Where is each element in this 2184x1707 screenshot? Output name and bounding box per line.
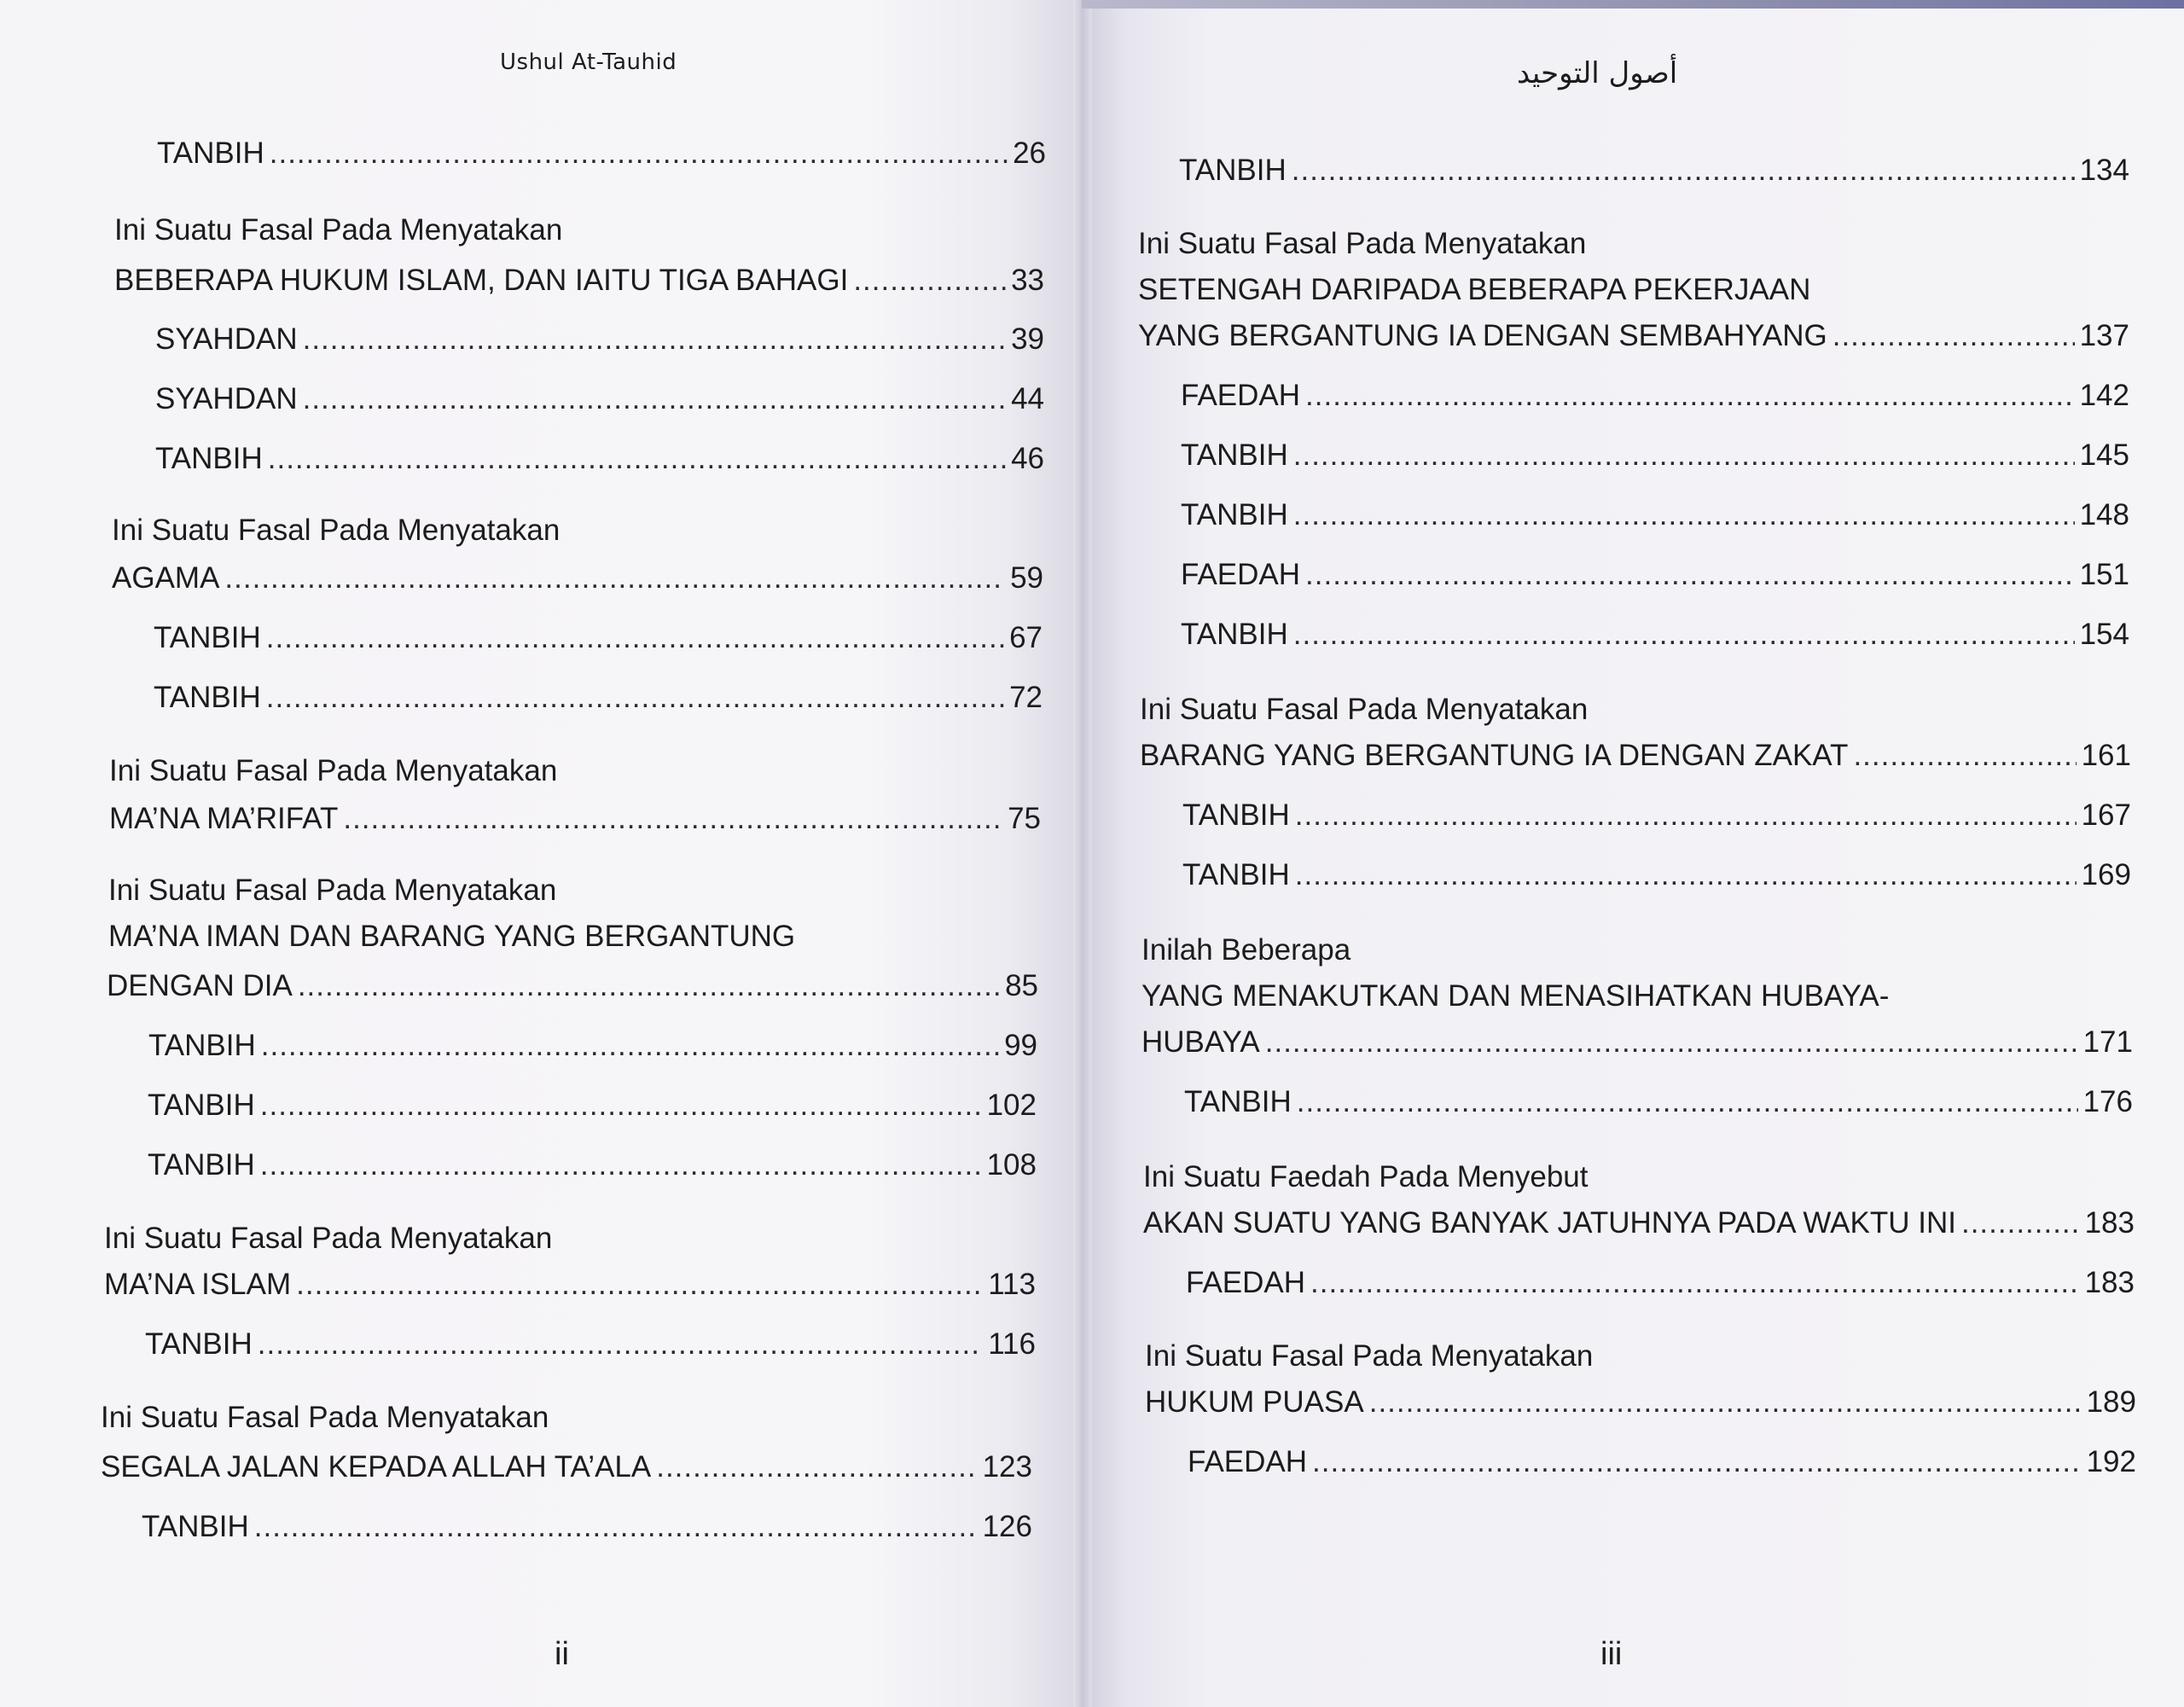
- toc-entry-title: Inilah Beberapa: [1141, 933, 1351, 967]
- toc-entry-page: 113: [988, 1268, 1036, 1301]
- toc-leader-dots: [260, 1147, 982, 1184]
- toc-entry: [107, 967, 1038, 1005]
- toc-section-heading: [1138, 225, 2128, 263]
- toc-leader-dots: [260, 1087, 982, 1124]
- toc-entry-title: TANBIH: [157, 136, 264, 170]
- toc-leader-dots: [303, 321, 1006, 358]
- toc-section-heading: [1141, 932, 2131, 969]
- toc-leader-dots: [224, 560, 1005, 597]
- toc-entry: [1181, 496, 2129, 534]
- toc-entry-title: BARANG YANG BERGANTUNG IA DENGAN ZAKAT: [1140, 739, 1849, 772]
- toc-entry-page: 102: [986, 1089, 1037, 1122]
- toc-entry: [1145, 1384, 2136, 1421]
- toc-section-heading: [101, 1399, 1031, 1437]
- page-top-edge: [1082, 0, 2184, 9]
- toc-entry: [148, 1147, 1037, 1184]
- folio-right: iii: [1600, 1636, 1623, 1672]
- toc-entry-title: TANBIH: [1184, 1085, 1292, 1118]
- toc-leader-dots: [1305, 556, 2075, 594]
- toc-entry-page: 189: [2086, 1385, 2136, 1419]
- toc-entry-title: Ini Suatu Fasal Pada Menyatakan: [1145, 1339, 1594, 1373]
- toc-entry-title: Ini Suatu Fasal Pada Menyatakan: [101, 1401, 549, 1434]
- toc-leader-dots: [254, 1508, 978, 1546]
- toc-entry-title: FAEDAH: [1188, 1445, 1308, 1478]
- toc-entry-title: MA’NA MA’RIFAT: [109, 802, 339, 835]
- toc-entry: [114, 262, 1044, 299]
- toc-entry: [157, 135, 1046, 172]
- toc-entry-title: FAEDAH: [1181, 379, 1301, 412]
- toc-entry-title: TANBIH: [142, 1510, 249, 1543]
- toc-entry-page: 99: [1004, 1029, 1037, 1062]
- toc-section-heading: [108, 872, 1038, 909]
- toc-entry-page: 75: [1008, 802, 1041, 835]
- toc-entry-page: 171: [2082, 1025, 2133, 1059]
- toc-leader-dots: [266, 619, 1004, 657]
- toc-entry: [1182, 856, 2131, 894]
- toc-leader-dots: [343, 800, 1002, 838]
- toc-section-heading: [1141, 978, 2131, 1015]
- running-head-right: أصول التوحيد: [1517, 56, 1678, 90]
- toc-entry-title: SYAHDAN: [155, 322, 298, 356]
- toc-entry: [1184, 1083, 2133, 1121]
- toc-entry: [1143, 1205, 2135, 1242]
- toc-leader-dots: [1295, 797, 2077, 834]
- toc-entry: [1181, 437, 2129, 474]
- toc-leader-dots: [1310, 1264, 2080, 1302]
- toc-entry: [155, 440, 1044, 478]
- toc-entry-page: 176: [2082, 1085, 2133, 1118]
- toc-entry-page: 192: [2086, 1445, 2136, 1478]
- toc-entry: [109, 800, 1041, 838]
- toc-leader-dots: [1833, 317, 2075, 355]
- toc-entry-title: Ini Suatu Fasal Pada Menyatakan: [1140, 693, 1589, 726]
- toc-entry-title: TANBIH: [154, 621, 261, 654]
- toc-entry-page: 167: [2081, 798, 2131, 832]
- toc-entry-title: TANBIH: [1179, 154, 1287, 187]
- toc-entry-page: 46: [1011, 442, 1044, 475]
- toc-entry-title: Ini Suatu Fasal Pada Menyatakan: [114, 213, 563, 247]
- toc-leader-dots: [268, 440, 1006, 478]
- toc-entry-page: 126: [982, 1510, 1032, 1543]
- toc-entry-page: 148: [2079, 498, 2129, 531]
- toc-section-heading: [1140, 691, 2129, 729]
- toc-entry-title: TANBIH: [148, 1089, 255, 1122]
- toc-entry-title: HUBAYA: [1141, 1025, 1260, 1059]
- toc-leader-dots: [1961, 1205, 2080, 1242]
- toc-section-heading: [1145, 1338, 2135, 1375]
- toc-entry-page: 169: [2081, 858, 2131, 891]
- toc-entry: [1141, 1024, 2133, 1061]
- toc-section-heading: [108, 918, 1038, 955]
- toc-entry: [148, 1027, 1037, 1065]
- toc-entry-title: TANBIH: [154, 681, 261, 714]
- toc-leader-dots: [266, 679, 1004, 717]
- toc-leader-dots: [1297, 1083, 2078, 1121]
- toc-entry-title: TANBIH: [145, 1327, 253, 1361]
- toc-entry-title: TANBIH: [1182, 858, 1290, 891]
- toc-entry: [1182, 797, 2131, 834]
- toc-entry: [142, 1508, 1032, 1546]
- toc-entry: [1186, 1264, 2135, 1302]
- toc-entry: [1179, 152, 2129, 189]
- toc-leader-dots: [853, 262, 1006, 299]
- toc-entry-page: 26: [1013, 136, 1046, 170]
- toc-entry: [101, 1449, 1032, 1486]
- toc-leader-dots: [1293, 616, 2075, 653]
- toc-entry: [148, 1087, 1037, 1124]
- toc-section-heading: [1138, 271, 2128, 309]
- toc-entry-title: FAEDAH: [1181, 558, 1301, 591]
- toc-entry-title: TANBIH: [148, 1148, 255, 1182]
- toc-entry-title: AGAMA: [112, 561, 220, 595]
- toc-leader-dots: [1369, 1384, 2082, 1421]
- toc-leader-dots: [303, 380, 1006, 418]
- toc-section-heading: [1143, 1158, 2133, 1196]
- toc-entry-page: 39: [1011, 322, 1044, 356]
- toc-entry-title: MA’NA IMAN DAN BARANG YANG BERGANTUNG: [108, 920, 796, 953]
- toc-entry-page: 151: [2079, 558, 2129, 591]
- toc-leader-dots: [1305, 377, 2075, 415]
- toc-entry: [154, 619, 1043, 657]
- toc-entry-page: 137: [2079, 319, 2129, 352]
- book-gutter: [1073, 0, 1092, 1707]
- toc-entry-title: TANBIH: [1181, 498, 1288, 531]
- toc-leader-dots: [656, 1449, 977, 1486]
- toc-entry-title: SYAHDAN: [155, 382, 298, 415]
- toc-entry: [1188, 1443, 2136, 1481]
- toc-entry-title: Ini Suatu Fasal Pada Menyatakan: [109, 754, 558, 787]
- toc-leader-dots: [261, 1027, 999, 1065]
- toc-entry: [145, 1326, 1036, 1363]
- running-head-left: Ushul At-Tauhid: [500, 49, 677, 75]
- toc-entry-page: 67: [1009, 621, 1043, 654]
- toc-entry-title: SEGALA JALAN KEPADA ALLAH TA’ALA: [101, 1450, 652, 1483]
- toc-leader-dots: [258, 1326, 983, 1363]
- toc-entry-title: TANBIH: [1182, 798, 1290, 832]
- toc-entry-page: 44: [1011, 382, 1044, 415]
- toc-entry-title: MA’NA ISLAM: [104, 1268, 292, 1301]
- toc-leader-dots: [1295, 856, 2077, 894]
- toc-leader-dots: [1265, 1024, 2078, 1061]
- toc-entry: [1181, 616, 2129, 653]
- toc-entry-title: Ini Suatu Faedah Pada Menyebut: [1143, 1160, 1589, 1193]
- toc-entry-title: Ini Suatu Fasal Pada Menyatakan: [112, 514, 561, 547]
- toc-entry-title: DENGAN DIA: [107, 969, 293, 1002]
- toc-entry-page: 183: [2084, 1206, 2135, 1240]
- toc-entry-title: BEBERAPA HUKUM ISLAM, DAN IAITU TIGA BAHAGI: [114, 264, 849, 297]
- toc-section-heading: [104, 1220, 1034, 1257]
- toc-entry: [1140, 737, 2131, 775]
- folio-left: ii: [555, 1636, 569, 1672]
- toc-entry-title: FAEDAH: [1186, 1266, 1306, 1299]
- toc-entry-page: 154: [2079, 618, 2129, 651]
- toc-entry: [154, 679, 1043, 717]
- toc-entry-page: 59: [1010, 561, 1043, 595]
- toc-leader-dots: [1293, 437, 2075, 474]
- toc-entry: [155, 321, 1044, 358]
- toc-entry: [104, 1266, 1036, 1303]
- toc-entry-page: 134: [2079, 154, 2129, 187]
- toc-entry-title: Ini Suatu Fasal Pada Menyatakan: [104, 1222, 553, 1255]
- toc-entry-title: AKAN SUATU YANG BANYAK JATUHNYA PADA WAKTU INI: [1143, 1206, 1956, 1240]
- toc-section-heading: [114, 212, 1044, 249]
- toc-entry-page: 145: [2079, 438, 2129, 472]
- toc-leader-dots: [1853, 737, 2076, 775]
- toc-entry-title: YANG BERGANTUNG IA DENGAN SEMBAHYANG: [1138, 319, 1827, 352]
- toc-leader-dots: [298, 967, 1000, 1005]
- toc-entry-page: 33: [1011, 264, 1044, 297]
- toc-section-heading: [109, 752, 1039, 790]
- toc-entry: [155, 380, 1044, 418]
- toc-entry-title: Ini Suatu Fasal Pada Menyatakan: [108, 874, 557, 907]
- toc-entry-title: TANBIH: [1181, 618, 1288, 651]
- toc-entry-title: Ini Suatu Fasal Pada Menyatakan: [1138, 227, 1587, 260]
- toc-entry-page: 116: [988, 1327, 1036, 1361]
- toc-entry-title: TANBIH: [155, 442, 263, 475]
- toc-entry-page: 161: [2081, 739, 2131, 772]
- toc-entry: [1181, 556, 2129, 594]
- toc-entry-page: 123: [982, 1450, 1032, 1483]
- toc-entry-title: TANBIH: [148, 1029, 256, 1062]
- toc-entry-page: 108: [986, 1148, 1037, 1182]
- toc-entry: [1181, 377, 2129, 415]
- toc-leader-dots: [1293, 496, 2075, 534]
- toc-leader-dots: [296, 1266, 983, 1303]
- toc-leader-dots: [270, 135, 1008, 172]
- toc-entry-page: 72: [1009, 681, 1043, 714]
- toc-leader-dots: [1292, 152, 2075, 189]
- toc-entry-page: 183: [2084, 1266, 2135, 1299]
- toc-entry-title: TANBIH: [1181, 438, 1288, 472]
- toc-entry-page: 142: [2079, 379, 2129, 412]
- toc-section-heading: [112, 512, 1042, 549]
- toc-leader-dots: [1312, 1443, 2082, 1481]
- toc-entry: [1138, 317, 2129, 355]
- toc-entry-page: 85: [1005, 969, 1038, 1002]
- toc-entry-title: HUKUM PUASA: [1145, 1385, 1364, 1419]
- toc-entry-title: SETENGAH DARIPADA BEBERAPA PEKERJAAN: [1138, 273, 1811, 306]
- toc-entry-title: YANG MENAKUTKAN DAN MENASIHATKAN HUBAYA-: [1141, 979, 1890, 1013]
- toc-entry: [112, 560, 1043, 597]
